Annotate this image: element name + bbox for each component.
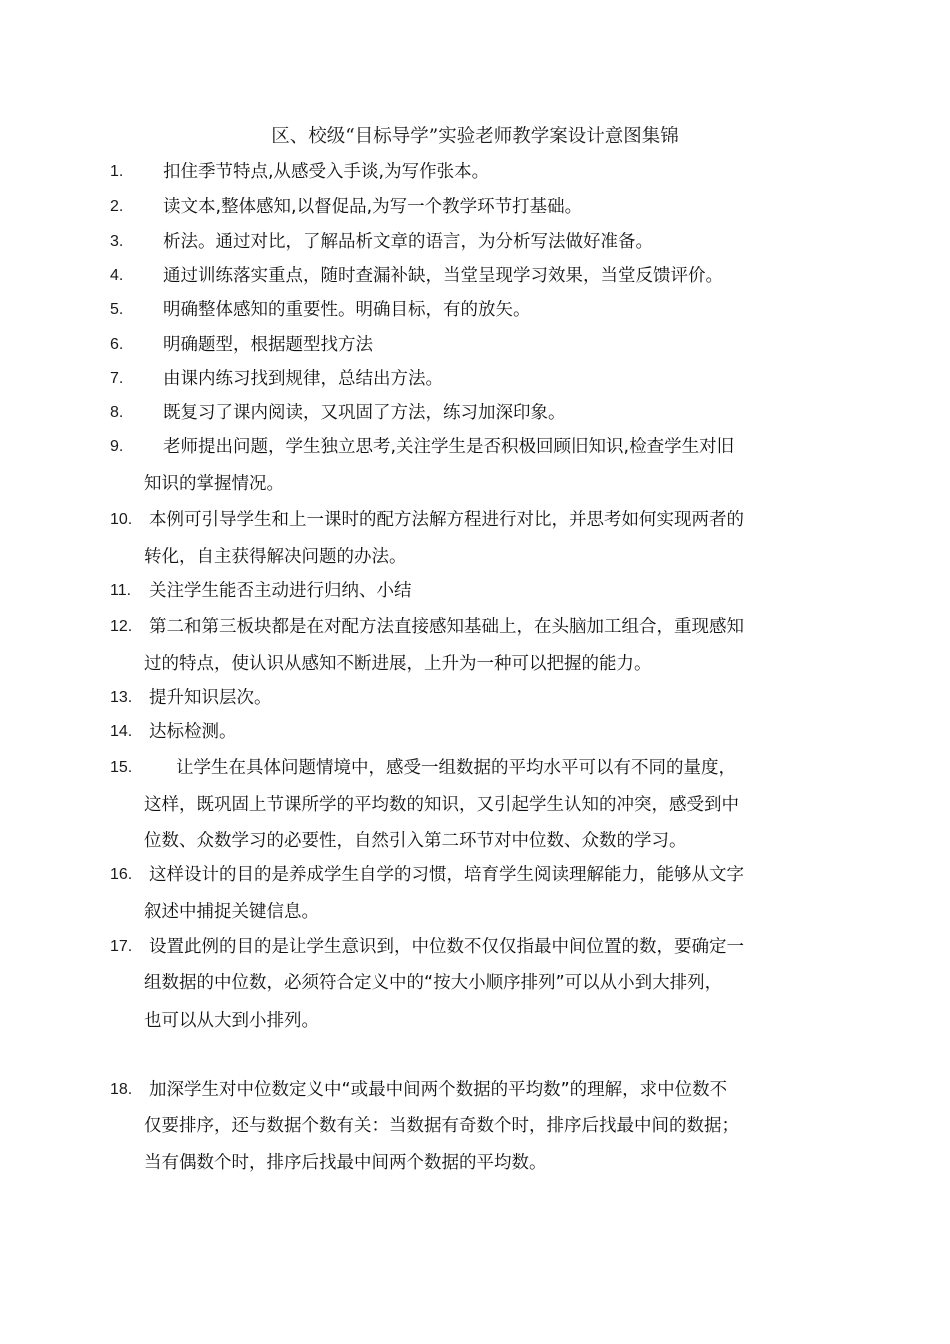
item-number: 15. — [110, 759, 133, 776]
item-text-line: 关注学生能否主动进行归纳、小结 — [149, 581, 412, 601]
item-text-line: 当有偶数个时，排序后找最中间两个数据的平均数。 — [144, 1153, 547, 1173]
item-text-line: 由课内练习找到规律，总结出方法。 — [163, 369, 443, 389]
item-text-line: 位数、众数学习的必要性，自然引入第二环节对中位数、众数的学习。 — [144, 831, 687, 851]
item-text-line: 读文本,整体感知,以督促品,为写一个教学环节打基础。 — [163, 197, 583, 217]
item-text-line: 明确整体感知的重要性。明确目标，有的放矢。 — [163, 300, 531, 320]
item-number: 10. — [110, 511, 133, 528]
item-text-line: 转化，自主获得解决问题的办法。 — [144, 547, 407, 567]
item-text-line: 提升知识层次。 — [149, 688, 272, 708]
item-number: 6. — [110, 336, 124, 353]
item-number: 7. — [110, 370, 124, 387]
item-number: 4. — [110, 267, 124, 284]
item-number: 13. — [110, 689, 133, 706]
item-text-line: 明确题型，根据题型找方法 — [163, 335, 373, 355]
item-text-line: 组数据的中位数，必须符合定义中的“按大小顺序排列”可以从小到大排列， — [144, 973, 723, 993]
item-number: 11. — [110, 582, 132, 599]
item-text-line: 析法。通过对比，了解品析文章的语言，为分析写法做好准备。 — [163, 232, 653, 252]
item-number: 16. — [110, 866, 133, 883]
item-text-line: 这样，既巩固上节课所学的平均数的知识，又引起学生认知的冲突，感受到中 — [144, 795, 739, 815]
item-text-line: 加深学生对中位数定义中“或最中间两个数据的平均数”的理解，求中位数不 — [149, 1080, 728, 1100]
item-text-line: 第二和第三板块都是在对配方法直接感知基础上，在头脑加工组合，重现感知 — [149, 617, 744, 637]
item-number: 3. — [110, 233, 124, 250]
item-text-line: 仅要排序，还与数据个数有关：当数据有奇数个时，排序后找最中间的数据； — [144, 1116, 739, 1136]
document-title: 区、校级“目标导学”实验老师教学案设计意图集锦 — [271, 126, 679, 147]
item-number: 5. — [110, 301, 124, 318]
item-number: 18. — [110, 1081, 133, 1098]
item-text-line: 这样设计的目的是养成学生自学的习惯，培育学生阅读理解能力，能够从文字 — [149, 865, 744, 885]
item-text-line: 设置此例的目的是让学生意识到，中位数不仅仅指最中间位置的数，要确定一 — [149, 937, 744, 957]
item-text-line: 达标检测。 — [149, 722, 237, 742]
item-text-line: 本例可引导学生和上一课时的配方法解方程进行对比，并思考如何实现两者的 — [149, 510, 744, 530]
item-number: 14. — [110, 723, 133, 740]
item-text-line: 既复习了课内阅读，又巩固了方法，练习加深印象。 — [163, 403, 566, 423]
item-text-line: 知识的掌握情况。 — [144, 474, 284, 494]
item-text-line: 让学生在具体问题情境中，感受一组数据的平均水平可以有不同的量度， — [176, 758, 736, 778]
item-text-line: 通过训练落实重点，随时查漏补缺，当堂呈现学习效果，当堂反馈评价。 — [163, 266, 723, 286]
item-text-line: 扣住季节特点,从感受入手谈,为写作张本。 — [163, 162, 490, 182]
item-text-line: 老师提出问题，学生独立思考,关注学生是否积极回顾旧知识,检查学生对旧 — [163, 437, 735, 457]
item-number: 17. — [110, 938, 133, 955]
item-number: 12. — [110, 618, 133, 635]
item-number: 8. — [110, 404, 124, 421]
item-number: 9. — [110, 438, 124, 455]
item-text-line: 叙述中捕捉关键信息。 — [144, 902, 319, 922]
item-number: 2. — [110, 198, 124, 215]
item-text-line: 也可以从大到小排列。 — [144, 1011, 319, 1031]
item-text-line: 过的特点，使认识从感知不断进展，上升为一种可以把握的能力。 — [144, 654, 652, 674]
item-number: 1. — [110, 163, 124, 180]
